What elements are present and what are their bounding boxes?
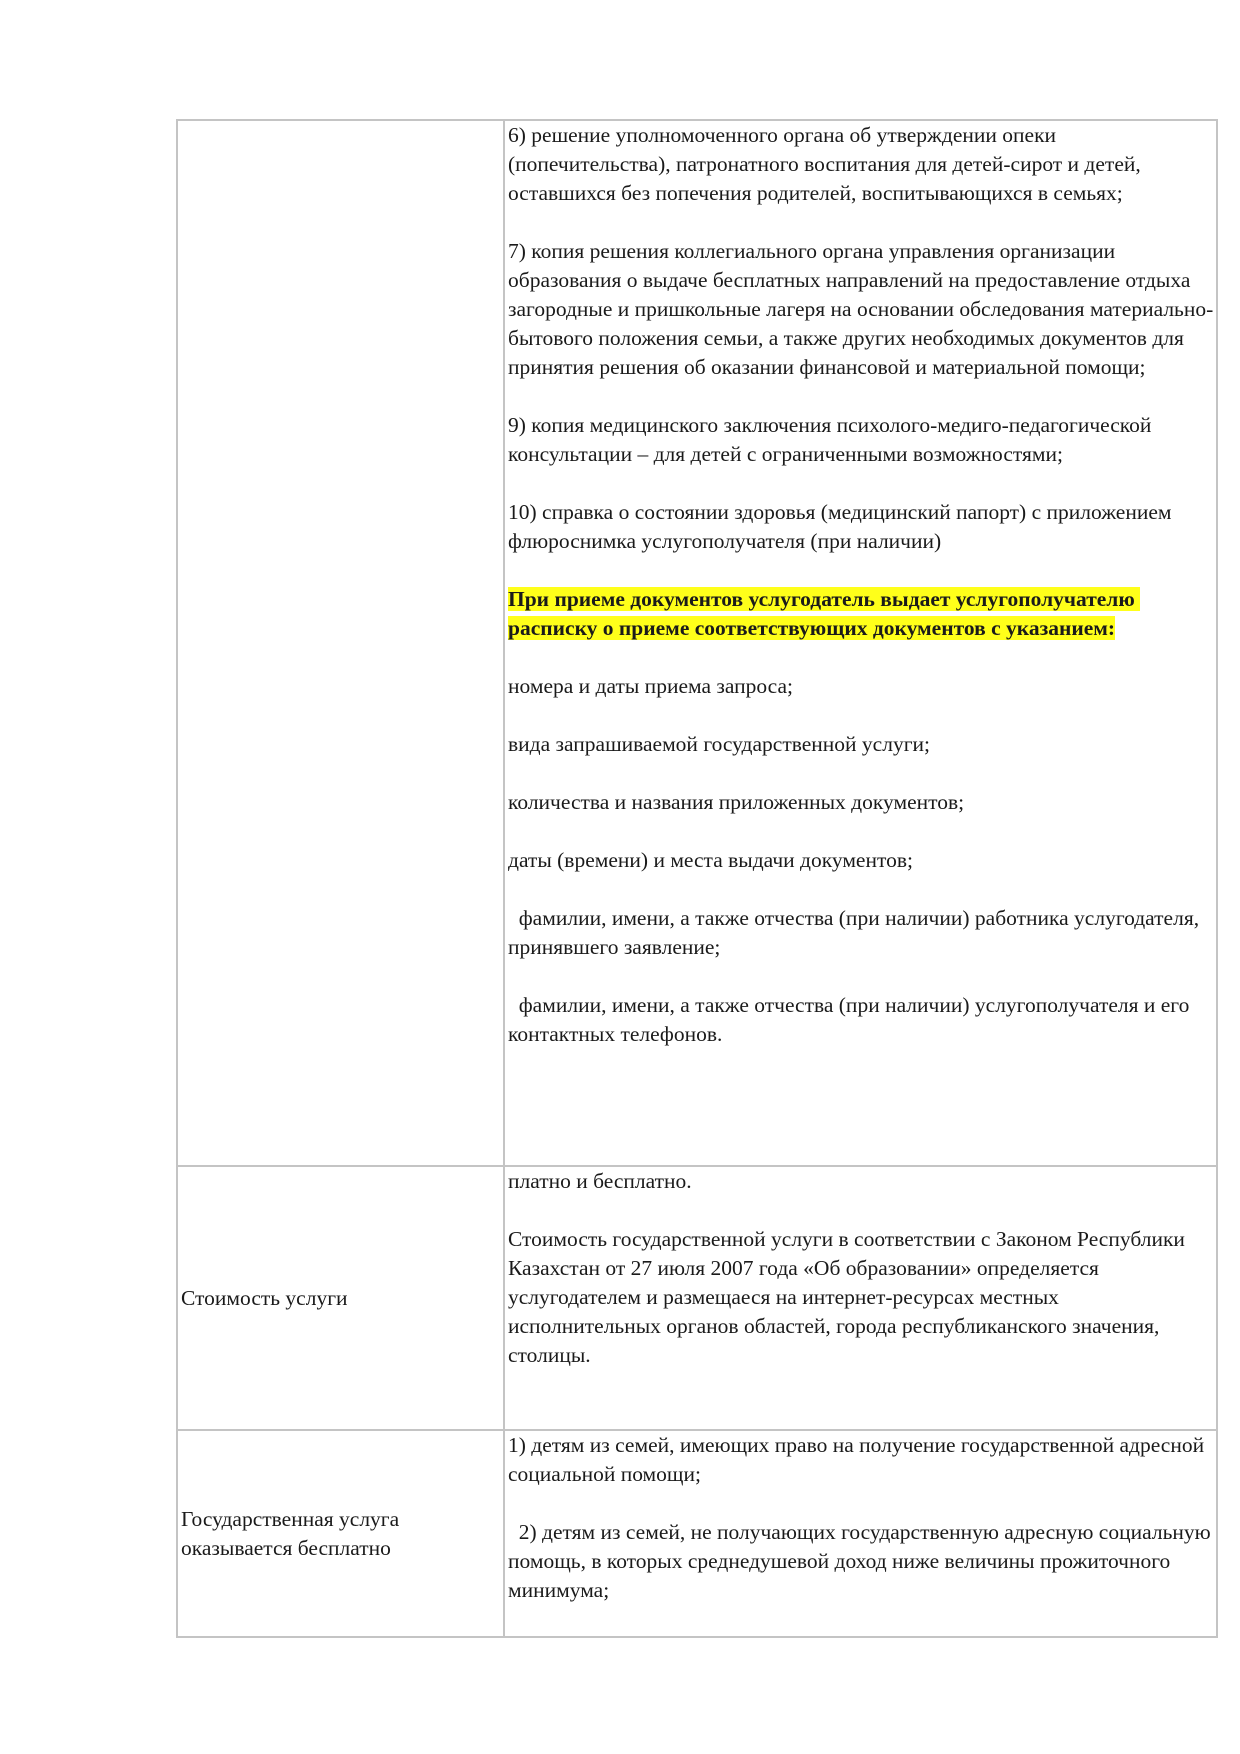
list-item: вида запрашиваемой государственной услуги; bbox=[508, 732, 930, 756]
row-content-cell bbox=[504, 120, 1217, 1166]
table-row bbox=[177, 1430, 1217, 1637]
paragraph: 1) детям из семей, имеющих право на получение государственной адресной социальной помощи; bbox=[508, 1433, 1210, 1486]
table-row bbox=[177, 120, 1217, 1166]
paragraph: 2) детям из семей, не получающих государственную адресную социальную помощь, в которых среднедушевой доход ниже величины прожиточного минимума; bbox=[508, 1520, 1217, 1602]
list-item: количества и названия приложенных документов; bbox=[508, 790, 965, 814]
highlighted-text: При приеме документов услугодатель выдает услугополучателю расписку о приеме соответствующих документов с указанием: bbox=[508, 587, 1141, 640]
paragraph: Стоимость государственной услуги в соответствии с Законом Республики Казахстан от 27 июля 2007 года «Об образовании» определяется услугодателем и размещаеся на интернет-ресурсах местных исполнительных органов областей, города республиканского значения, столицы. bbox=[508, 1227, 1191, 1367]
row-label-cell: Государственная услуга оказывается бесплатно bbox=[177, 1430, 504, 1637]
paragraph: 10) справка о состоянии здоровья (медицинский папорт) с приложением флюроснимка услугополучателя (при наличии) bbox=[508, 500, 1177, 553]
paragraph: платно и бесплатно. bbox=[508, 1169, 692, 1193]
list-item: фамилии, имени, а также отчества (при наличии) услугополучателя и его контактных телефонов. bbox=[508, 993, 1195, 1046]
paragraph: 6) решение уполномоченного органа об утверждении опеки (попечительства), патронатного воспитания для детей-сирот и детей, оставшихся без попечения родителей, воспитывающихся в семьях; bbox=[508, 123, 1147, 205]
highlighted-note bbox=[508, 585, 1216, 643]
row-label-cell: Стоимость услуги bbox=[177, 1166, 504, 1430]
row-content-cell bbox=[504, 1430, 1217, 1637]
paragraph: 7) копия решения коллегиального органа управления организации образования о выдаче бесплатных направлений на предоставление отдыха загородные и пришкольные лагеря на основании обследования материально-бытового положения семьи, а также других необходимых документов для принятия решения об оказании финансовой и материальной помощи; bbox=[508, 239, 1214, 379]
services-table bbox=[176, 119, 1218, 1638]
table-row bbox=[177, 1166, 1217, 1430]
paragraph: 9) копия медицинского заключения психолого-медиго-педагогической консультации – для детей с ограниченными возможностями; bbox=[508, 413, 1157, 466]
row-label-cell bbox=[177, 120, 504, 1166]
row-content-cell bbox=[504, 1166, 1217, 1430]
list-item: даты (времени) и места выдачи документов; bbox=[508, 848, 913, 872]
list-item: номера и даты приема запроса; bbox=[508, 674, 793, 698]
list-item: фамилии, имени, а также отчества (при наличии) работника услугодателя, принявшего заявление; bbox=[508, 906, 1205, 959]
